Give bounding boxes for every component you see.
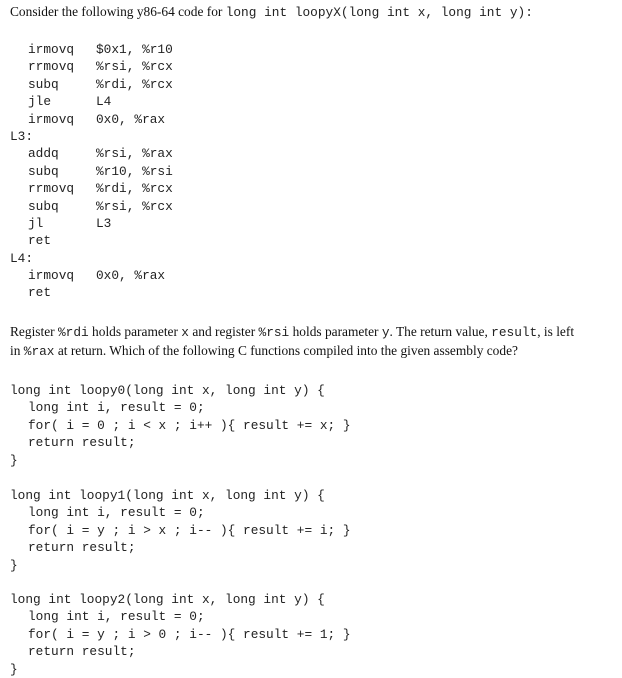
question-fragment: at return. Which of the following C functions compiled into the given assembly code?	[54, 343, 518, 358]
question-line-1	[10, 323, 615, 342]
function-return: return result;	[28, 540, 136, 556]
asm-op: ret	[28, 285, 52, 301]
result-variable: result	[491, 325, 538, 340]
asm-op: jle	[28, 94, 52, 110]
asm-label: L4:	[10, 250, 34, 266]
asm-args: %rdi, %rcx	[96, 181, 173, 197]
asm-op: jl	[28, 215, 44, 231]
question-fragment: . The return value,	[389, 324, 492, 339]
question-fragment: in	[10, 343, 24, 358]
asm-op: subq	[28, 163, 59, 179]
function-declaration: long int i, result = 0;	[28, 400, 205, 416]
asm-op: subq	[28, 198, 59, 214]
asm-args: 0x0, %rax	[96, 268, 166, 284]
asm-args: %rsi, %rcx	[96, 198, 173, 214]
asm-args: %rsi, %rcx	[96, 59, 173, 75]
function-close-brace: }	[10, 661, 18, 677]
question-fragment: holds parameter	[88, 324, 182, 339]
asm-op: rrmovq	[28, 59, 75, 75]
asm-args: %r10, %rsi	[96, 163, 173, 179]
function-loop: for( i = y ; i > x ; i-- ){ result += i; }	[28, 522, 351, 538]
function-loop: for( i = 0 ; i < x ; i++ ){ result += x; }	[28, 417, 351, 433]
function-return: return result;	[28, 644, 136, 660]
function-loop: for( i = y ; i > 0 ; i-- ){ result += 1; }	[28, 626, 351, 642]
asm-op: irmovq	[28, 111, 75, 127]
intro-prefix: Consider the following y86-64 code for	[10, 4, 226, 19]
asm-label: L3:	[10, 128, 34, 144]
question-line-2	[10, 342, 615, 361]
function-signature: long int loopy1(long int x, long int y) {	[10, 488, 325, 503]
asm-op: subq	[28, 76, 59, 92]
asm-args: 0x0, %rax	[96, 111, 166, 127]
asm-op: rrmovq	[28, 181, 75, 197]
function-close-brace: }	[10, 452, 18, 468]
function-loopy0	[10, 382, 351, 469]
asm-args: %rdi, %rcx	[96, 76, 173, 92]
function-close-brace: }	[10, 557, 18, 573]
function-signature: long int loopy2(long int x, long int y) {	[10, 592, 325, 607]
asm-op: addq	[28, 146, 59, 162]
question-fragment: holds parameter	[289, 324, 382, 339]
intro-signature: long int loopyX(long int x, long int y):	[225, 5, 533, 20]
asm-args: $0x1, %r10	[96, 42, 173, 57]
asm-args: L3	[96, 215, 112, 231]
question-fragment: and register	[188, 324, 259, 339]
function-loopy1	[10, 487, 351, 574]
question-fragment: Register	[10, 324, 58, 339]
param-y: y	[381, 325, 390, 340]
question-text	[10, 323, 615, 361]
function-declaration: long int i, result = 0;	[28, 505, 205, 521]
intro-text	[10, 3, 533, 21]
register-rsi: %rsi	[258, 325, 290, 340]
function-return: return result;	[28, 435, 136, 451]
function-loopy2	[10, 591, 351, 678]
asm-args: %rsi, %rax	[96, 146, 173, 162]
asm-op: irmovq	[28, 268, 75, 284]
function-signature: long int loopy0(long int x, long int y) {	[10, 383, 325, 398]
register-rdi: %rdi	[57, 325, 89, 340]
asm-op: ret	[28, 233, 52, 249]
register-rax: %rax	[23, 344, 55, 359]
param-x: x	[181, 325, 189, 340]
function-declaration: long int i, result = 0;	[28, 609, 205, 625]
question-fragment: , is left	[537, 324, 575, 339]
asm-op: irmovq	[28, 42, 75, 57]
asm-args: L4	[96, 94, 112, 110]
